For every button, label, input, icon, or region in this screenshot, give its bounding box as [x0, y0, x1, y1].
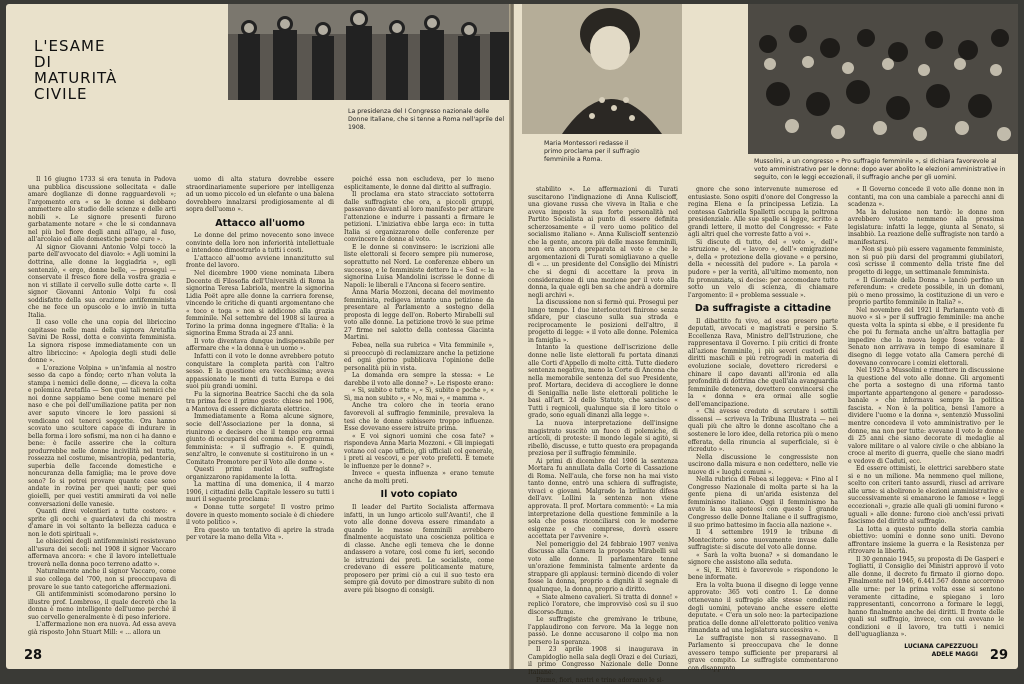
subheading-suffragiste: Da suffragiste a cittadine [694, 303, 832, 315]
right-page [514, 4, 1018, 684]
paragraph: Il caso volle che una copia del libriccino capitasse nelle mani della signora Aretafila Savini De Rossi, dotta e convinta femminista. La signora rispose immediatamente con un altro libriccino: « Apologia degli studi delle donne ». [28, 319, 176, 365]
paragraph: Naturalmente anche il signor Vaccaro, come il suo collega del '700, non si preoccupava di provare le sue tanto categoriche affermazioni. [28, 568, 176, 591]
paragraph: L'affermazione non era nuova. Ad essa aveva già risposto John Stuart Mill: « ... allora un [28, 621, 176, 636]
paragraph: Il 16 giugno 1733 si era tenuta in Padova una pubblica discussione sollecitata « dalle amare doglianze di donne ragguardevoli »; l'argomento era « se le donne si debbano ammettere allo studio delle scienze e delle arti nobili ». Le signore presenti furono garbatamente notare « che le si condannava nel più bel fiore degli anni all'ago, al fuso, all'arcolaio ed alle domestiche pene cure ». [28, 176, 176, 244]
paragraph: Nella rubrica di Febea si leggeva: « Fino al I Congresso Nazionale di molta parte si ha la gente piena di un'arida esistenza del femminismo italiano. Oggi il femminismo ha avuto la sua apoteosi con questo I grande Congresso delle Donne Italiane e il suffragismo, il suo primo battesimo in faccia alla nazione ». [688, 476, 838, 529]
author-name: ADELE MAGGI [931, 651, 978, 658]
montessori-photo [522, 4, 682, 134]
paragraph: stabilito ». Le affermazioni di Turati suscitarono l'indignazione di Anna Kuliscioff, una giovane russa che viveva in Italia e che aveva imposto la sua forte personalità nel Partito Socialista ai punto di essere definita scherzosamente « il vero uomo politico del socialismo italiano ». Anna Kuliscioff sentenziò che la gente, ancora più delle masse femminili, non era ancora preparata al voto e che le argomentazioni di Turati somigliavano a quelle di « ... un presidente del Consiglio dei Ministri che si degni di accettare la prova in considerazione di una mozione per il voto alla donna, la quale egli ben sa che andrà a dormire negli archivi ». [528, 186, 678, 299]
paragraph: Il leader del Partito Socialista affermava infatti, in un lungo articolo sull'Avanti!, che il voto alle donne doveva essere rimandato a quando le masse femminili avrebbero finalmente acquistato una coscienza politica e di classe. Anche egli temeva che le donne andassero a votare, così come fu ieri, secondo le istruzioni dei preti. Le socialiste, come credevano di essere politicamente mature, proposero per primi ciò a cui il suo testo era sempre già dovuto per dimostrare subito di non avere più bisogno di consigli. [344, 503, 494, 594]
column-6 [848, 186, 1004, 639]
paragraph: Il dibattito fu vivo, ad esso presero parte deputati, avvocati e magistrati e persino S. Eccellenza Rava, Ministro dell'Istruzione, che rappresentava il Governo. I più critici di fronte all'azione femminile, i più severi custodi dei diritti maschili e più retrogradi in materia di evoluzione sociale, dovettero ricredersi e chinare il capo davanti all'ironia ed alla profondità di dottrina che quell'ala avanguardia femminile deteneva, dovettero convincersi che la « donna » era ormai alle soglie dell'emancipazione. [688, 317, 838, 408]
montessori-caption: Maria Montessori redasse il primo proclama per il suffragio femminile a Roma. [544, 140, 640, 163]
paragraph: Le donne del primo novecento sono invece convinte della loro non inferiorità intellettuale e intendono dimostrarlo a tutti i costi. [186, 232, 334, 255]
paragraph: « E voi signori uomini che cosa fate? » rispondeva Anna Maria Mozzoni. « Gli impiegati votano col capo ufficio, gli ufficiali col generale, i preti ai vescovi, e per voto prefetti. E temete le influenze per le donne? ». [344, 432, 494, 470]
paragraph: Nel pomeriggio del 24 febbraio 1907 veniva discussa alla Camera la proposta Mirabelli sul voto alle donne. Il parlamentare tenne un'orazione femminista talmente ardente da strappare gli applausi: terminò dicendo di voler fosse la donna, proprio a dignità il segnale di qualunque, la donna, proprio a diritto. [528, 540, 678, 593]
paragraph: Il proclama era stato stracciato sottoterra dalle suffragiste che ora, a piccoli gruppi, passavano davanti al loro manifesto per attirare l'attenzione e indurre i passanti a firmare le petizioni. L'iniziativa ebbe larga eco: in tutta Italia si organizzarono delle conferenze per convincere le donne al voto. [344, 191, 494, 244]
column-3 [344, 176, 494, 650]
paragraph: La domanda era sempre la stessa: « Le darebbe il voto alle donne? ». Le risposte erano: [344, 372, 494, 387]
paragraph: « L'orazione Volpina » un'infamia al nostro sesso da capo a fondo; certo n'han voluta la stampa i nemici delle donne, — diceva la colta e polemica Aretafila — Son quel tali nemici che noi donne sappiamo bene come menare pel naso e che poi dell'umiliazione patita per non aver saputo vincere le loro passioni si vendicano col tenerci soggette. Ora hanno scovato uno scultore capace di indurare in bella forma i loro sofismi, ma non ci ha danno e bene: è facile asserire che la coltura produrrebbe nelle donne incivilità nel tratto, rossezza nel costume, misantropia, pedanteria, superbia delle faccende domestiche e noncuranza della famiglia; ma le prove dove sono? Io si potrei provare quante case sono andate in rovina per quei nauti; per quei gioielli, per quei vestiti ammirati da voi nelle conversazioni delle vanesie. [28, 364, 176, 508]
paragraph: La nuova interpretazione dell'insigne magistrato suscitò un fuoco di polemiche, di articoli, di proteste: il mondo legale si agitò, si ribellò, discusse, e tutto questo era propaganda preziosa per il suffragio femminile. [528, 419, 678, 458]
paragraph: Era questo un tentativo di aprire la strada per votare la mano della Vita ». [186, 526, 334, 542]
paragraph: Gli antifemministi scomodarono persino lo illustre prof. Lombroso, il quale decretò che la donna è meno intelligente dell'uomo perché il suo cervello generalmente è di peso inferiore. [28, 591, 176, 621]
photo-caption: La presidenza del I Congresso nazionale delle Donne Italiane, che si tenne a Roma nell'aprile del 1908. [348, 108, 505, 131]
paragraph: uomo di alta statura dovrebbe essere straordinariamente superiore per intelligenza ad un uomo piccolo ed un elefante o una balena dovrebbero innalzarsi prodigiosamente al di sopra dell'uomo ». [186, 176, 335, 214]
paragraph: « Sì, E. Nitti è favorevole » rispondono le bene informate. [688, 566, 838, 582]
paragraph: Al signor Giovanni Antonio Volpi toccò la parte dell'avvocato del diavolo: « Agli uomini la dottrina, alle donne la leggiadria », egli sentenziò, « ergo, donne belle, — proseguì — conservate il fresco fiore della vostra grazia e non vi stillate il cervello sulle dotte carte ». Il signor Giovanni Antonio Volpi fu così soddisfatto della sua orazione antifemminista che ne fece un opuscolo e lo inviò in tutta Italia. [28, 243, 176, 319]
paragraph: « Il Governo concede il voto alle donne non in contanti, ma con una cambiale a parecchi anni di scadenza ». [848, 186, 1004, 209]
paragraph: Quanti direi volentieri a tutte costoro: « sprite gli occhi e guardatevi da chi mostra d'amare in voi soltanto la bellezza caduca e non le doti spirituali ». [28, 508, 176, 538]
paragraph: « Siate almeno cavalieri. Si tratta di donne! » replicò l'oratore, che improvvisò così su il suo discorso-fiume. [528, 593, 678, 616]
paragraph: Nel 1925 a Mussolini e rimettere in discussione la questione del voto alle donne. Gli argomenti che porta a sostegno di una riforma tanto importante appartengono al genere « paradosso-banale » che informava sempre la politica fascista. « Non è la politica, bensì l'amore a dividere l'uomo e la donna », sentenziò Mussolini mentre concedeva il voto amministrativo per le donne, ma non per tutte: avevano il voto le donne di 25 anni che siano decorate di medaglie al valore militare o al valore civile o che abbiano la croce al merito di guerra, quelle che siano madri e vedove di Caduti, ecc. [848, 367, 1004, 465]
paragraph: Il 23 aprile 1908 si inaugurava in Campidoglio nella sala degli Orazi e dei Curiazi, il primo Congresso Nazionale delle Donne Italiane. [528, 646, 678, 676]
paragraph: Le obiezioni degli antifemministi resistevano all'usura dei secoli: nel 1908 il signor Vaccaro affermava ancora: « che il lavoro intellettuale troverà nella donna poco terreno adatto ». [28, 538, 176, 568]
author-name: LUCIANA CAPEZZUOLI [904, 643, 978, 650]
paragraph: « Si, subito e tutte », « Sì, subito e poche », « Sì, ma non subito », « No, mai », « mamma ». [344, 387, 494, 402]
paragraph: Ai primi di dicembre del 1906 la sentenza Mortara fu annullata dalla Corte di Cassazione di Roma. Nell'aula, che forse non ha mai visto tanto donne, entrò una schiera di suffragiste, vivaci e giovani. Malgrado la brillante difesa dell'avv. Lollini la sentenza non viene approvata. Il prof. Mortara commentò: « La mia interpretazione della questione femminile a la sola che possa riconciliarsi con le moderne esigenze e che comprese, dovrà essere accettata per l'avvenire ». [528, 457, 678, 541]
paragraph: La discussione non si fermò qui. Proseguì per lungo tempo. I due interlocutori finirono senza sfidare, pur ciascuno sulla sua strada e reciprocamente le posizioni dell'altro, il progetto di legge: « il voto alle donne. Polemica in famiglia ». [528, 299, 678, 344]
paragraph: « Sarà la volta buona? » si domandano le signore che assistono alla seduta. [688, 551, 838, 567]
subheading-attacco: Attacco all'uomo [215, 217, 305, 229]
paragraph: Immediatamente a Roma alcune signore, socie dell'Associazione per la donna, si riunirono e decisero che il tempo era ormai giunto di occuparsi del comma del programma femminista: « il suffragio ». E quindi, senz'altro, le convenute si costituirono in un « Comitato Promotore per il Voto alle donne ». [186, 413, 334, 466]
paragraph: poiché essa non escludeva, per lo meno esplicitamente, le donne dal diritto al suffragio. [344, 176, 494, 191]
paragraph: Le suffragiste che gremivano le tribune, l'applaudirono con fervore. Ma la legge non passò. Le donne accusarono il colpo ma non persero la speranza. [528, 616, 678, 646]
paragraph: gnore che sono intervenute numerose ed entusiaste. Sono ospiti d'onore del Congresso la regina Elena e la principessa Letizia. La contessa Gabriella Spalletti occupa la poltrona presidenziale. Alle sue spalle si legge, scritto a grandi lettere, il motto del Congresso: « Fate agli altri quel che vorreste fatto a voi ». [688, 186, 838, 239]
paragraph: Intanto la questione dell'iscrizione delle donne nelle liste elettorali fu portata dinanzi alle Corti d'Appello di molte città. Tutte diedero sentenza negativa, meno la Corte di Ancona che nella memorabile sentenza del suo Presidente, prof. Mortara, decideva di accogliere le donne di Senigallia nelle liste elettorali politiche le basi all'art. 24 dello Statuto, che sancisce « Tutti i regnicoli, qualunque sia il loro titolo o grado, sono eguali dinanzi alla legge ». [528, 344, 678, 420]
paragraph: Fu la signorina Beatrice Sacchi che da sola tra prima fece il primo gesto: chiese nel 1906, a Mantova di essere dichiarata elettrice. [186, 390, 334, 413]
paragraph: Il voto diventava dunque indispensabile per affermare che « la donna è un uomo ». [186, 337, 334, 353]
paragraph: Il 4 settembre 1919 le tribune di Montecitorio sono nuovamente invase dalle suffragiste: si discute del voto alle donne. [688, 529, 838, 552]
paragraph: La mattina di una domenica, il 4 marzo 1906, i cittadini della Capitale lessero su tutti i muri il seguente proclama: [186, 481, 334, 504]
paragraph: « Chi avesse creduto di scrutare i sottili dissensi — scriveva la Tribuna Illustrata — nei quali più che altro le donne ascoltano che a sostenere le loro idee, della retorica più o meno efferata, della rinuncia al superficiale, si è ricreduto ». [688, 408, 838, 454]
title-line: DI [34, 53, 52, 71]
crowd-photo [748, 4, 1018, 154]
paragraph: Invece « questa influenza » erano temute anche da molti preti. [344, 470, 494, 485]
paragraph: Nel novembre del 1921 il Parlamento votò di nuovo « sì » per il suffragio femminile: ma anche questa volta la spinta si ebbe, e il presidente fu che poi fu fermata anche un'altra battaglia per impedire che la nuova legge fosse votata: il Senato non arrivava in tempo di esaminare il disegno di legge votato alla Camera perché di dovevano convocare i comizi elettorali. [848, 306, 1004, 367]
paragraph: Piume, fiori, nastri e trine adornano le si- [536, 676, 664, 684]
paragraph: Era la volta buona il disegno di legge venne approvato: 365 voti contro 1. Le donne ottenevano il suffragio alle stesse condizioni degli uomini, potevano anche essere elette deputate. « C'era un solo neo: la partecipazione pratica delle donne all'elettorato politico veniva rimandata ad una legislatura successiva ». [688, 581, 838, 635]
paragraph: La lotta a questo punto della storia cambia obiettivo: uomini e donne sono uniti. Devono affrontare insieme la guerra e la Resistenza per ritrovare la libertà. [848, 525, 1004, 556]
title-line: CIVILE [34, 85, 88, 103]
left-page [6, 4, 510, 669]
paragraph: Le suffragiste non si rassegnavano. Il Parlamento si preoccupava che le donne avessero tempo sufficiente per prepararsi al grave compito. Le suffragiste commentarono con disappunto [688, 634, 838, 672]
paragraph: Si discute di tutto, del « voto », dell'« istruzione », del « lavoro », dell'« emigrazione », della « protezione della giovane » e persino, della « necessità del pudore ». La parola « pudore » per la verità, all'ultimo momento, non fu pronunziata, si decise: per accomodare tutto sotto un velo di scienza, di chiamare l'argomento: il « problema sessuale ». [688, 238, 838, 299]
mussolini-caption: Mussolini, a un congresso « Pro suffragio femminile », si dichiara favorevole al voto amministrativo per le donne: dopo aver abolito le elezioni amministrative in seguito, con le leggi eccezionali, il suffragio anche per gli uomini. [754, 158, 1006, 181]
paragraph: « Non si può più essere vagamente femministe, non si può più darsi del programmi giubilatori, così scrisse il commento della triste fine del progetto di legge, un settimanale femminista. [848, 246, 1004, 277]
paragraph: Nel dicembre 1900 viene nominata Libera Docente di Filosofia dell'Università di Roma la signorina Teresa Labriola, mentre la signorina Lidia Poët apre alle donne la carriera forense, vincendo le critiche di quanti argomentano che « toco e toga » non si addicono alla grazia femminile. Nel settembre del 1908 si laurea a Torino la prima donna ingegnere d'Italia: è la signorina Emma Strada ai 23 anni. [186, 270, 334, 338]
paragraph: Infatti con il voto le donne avrebbero potuto conquistare la completa parità con l'altro sesso. E la questione era vecchissima; aveva appassionato le menti di tutta Europa e dei suoi più grandi uomini. [186, 353, 334, 391]
paragraph: Questi primi nuclei di suffragiste organizzarono rapidamente la lotta. [186, 466, 334, 481]
paragraph: Ed essere ottimisti, le elettrici sarebbero state si e no un milione. Ma nemmeno quel milione, scelto con criteri tanto assurdi, riuscì ad arrivare alle urne: si abolirono le elezioni amministrative e successivamente si emanarono le famose « leggi eccezionali », grazie alle quali gli uomini furono « uguali » alle donne: furono cioè anch'essi privati fascismo del diritto al suffragio. [848, 465, 1004, 526]
column-4 [528, 186, 678, 684]
title-line: L'ESAME [34, 37, 106, 55]
paragraph: « Donne tutte sorgete! Il vostro primo dovere in questo momento sociale è di chiedere il voto politico ». [186, 503, 334, 527]
paragraph: Febea, nella sua rubrica « Vita femminile », si preoccupò di reclamizzare anche la petizione ed ogni giorno pubblicava l'opinione delle personalità più in vista. [344, 342, 494, 372]
page-number-left: 28 [24, 648, 43, 663]
article-authors [904, 643, 978, 659]
paragraph: « Il Giornale della Donna » lanciò perfino un referendum: « credete possibile, in un domani, più o meno prossimo, la costituzione di un vero e proprio partito femminile in Italia? ». [848, 276, 1004, 307]
paragraph: Nella discussione le congressiste non uscirono dalla misura e non cedettero, nelle vie nuove di « luoghi comuni ». [688, 453, 838, 476]
paragraph: L'attacco all'uomo avviene innanzitutto sul fronte del lavoro. [186, 254, 334, 270]
paragraph: Anche tra coloro che in teoria erano favorevoli al suffragio femminile, prevaleva la tesi che le donne subissero troppo influenze. Esse dovevano essere istruite prima. [344, 402, 494, 433]
title-line: MATURITÀ [34, 69, 118, 87]
paragraph: E le donne si convinsero: le iscrizioni alle liste elettorali si fecero sempre più numerose, soprattutto nel Nord. Le conferenze ebbero un successo, e le femministe dettero la « Sud »: la signorina Luisa Mandolini iscrisse le donne di Napoli: le liberali e l'Ancona si fecero sentire. [344, 243, 494, 289]
article-title [34, 38, 117, 102]
paragraph: Ma la delusione non tardò: le donne non avrebbero votato nemmeno alla prossima legislatura: infatti la legge, giunta al Senato, si insabbiò. La reazione delle suffragiste non tardò a manifestarsi. [848, 208, 1004, 246]
congress-presidency-photo [228, 4, 510, 100]
column-1 [28, 176, 176, 650]
column-5 [688, 186, 838, 672]
paragraph: Anna Maria Mozzoni, decana del movimento femminista, redigeva intanto una petizione da presentare al Parlamento a sostegno della proposta di legge dell'on. Roberto Mirabelli sul voto alle donne. La petizione trovò le sue prime 27 firme nel salotto della contessa Giacinta Martini. [344, 289, 494, 342]
subheading-voto-copiato: Il voto copiato [380, 489, 458, 501]
paragraph: Il 30 gennaio 1945, su proposta di De Gasperi e Togliatti, il Consiglio dei Ministri approvò il voto alle donne, il decreto fu firmato il giorno dopo. Finalmente nel 1946, 6.441.567 donne accorrono alle urne: per la prima volta esse si sentono veramente cittadine, e spiegano i loro rappresentanti, concorrono a formare le leggi, hanno finalmente anche dei diritti. Il fronte delle quali sul suffragio, invece, con cui avevano le condizioni e il lavoro, tra tutti i nemici dell'uguaglianza ». [848, 555, 1004, 639]
page-number-right: 29 [989, 648, 1008, 663]
column-2 [186, 176, 334, 650]
